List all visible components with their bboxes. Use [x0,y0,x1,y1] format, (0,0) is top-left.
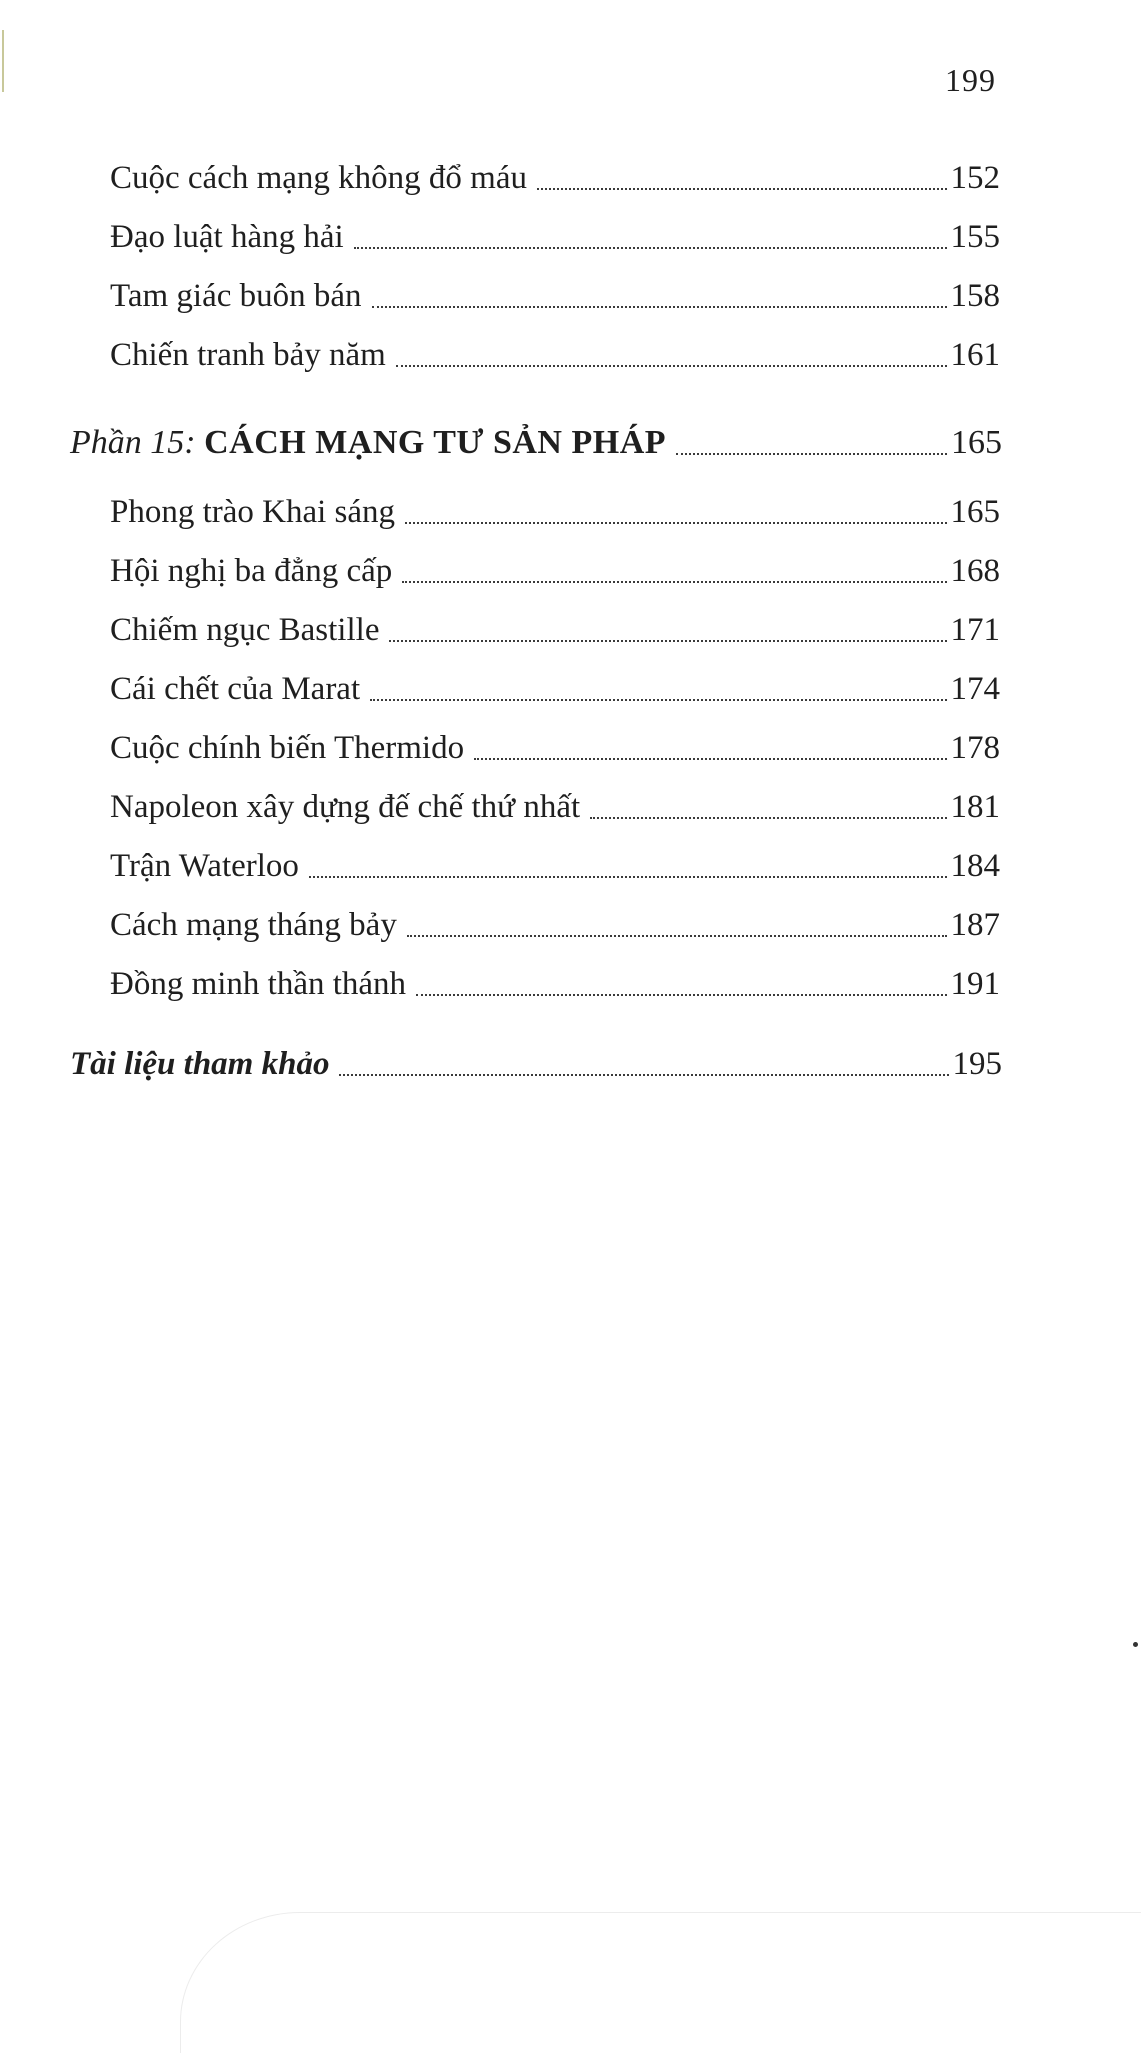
toc-entry-page: 152 [950,160,1000,196]
scan-speck [1133,1642,1138,1647]
toc-entry-title: Tam giác buôn bán [110,278,362,314]
toc-entry-title: Cuộc chính biến Thermido [110,730,465,766]
toc-entry-page: 181 [950,789,1000,825]
toc-entry-page: 168 [950,553,1000,589]
toc-part-name: CÁCH MẠNG TƯ SẢN PHÁP [204,424,667,461]
toc-entry-title: Cách mạng tháng bảy [110,907,397,943]
toc-part-title [70,424,672,462]
toc-entry-page: 187 [950,907,1000,943]
toc-references[interactable] [70,1046,1002,1083]
toc-entry[interactable] [110,907,1000,944]
toc-entry-title: Hội nghị ba đẳng cấp [110,553,393,589]
dot-leader [474,758,946,760]
toc-entry-page: 174 [950,671,1000,707]
toc-entry[interactable] [110,612,1000,649]
toc-entry[interactable] [110,337,1000,374]
dot-leader [590,817,946,819]
toc-entry[interactable] [110,160,1000,197]
toc-entry-title: Đạo luật hàng hải [110,219,344,255]
toc-entry-title: Phong trào Khai sáng [110,494,396,530]
toc-entry-page: 155 [950,219,1000,255]
dot-leader [537,188,947,190]
toc-entry-page: 161 [950,337,1000,373]
toc-entry-page: 191 [950,966,1000,1002]
toc-entry[interactable] [110,966,1000,1003]
dot-leader [389,640,946,642]
toc-entry-title: Chiến tranh bảy năm [110,337,386,373]
toc-part-page: 165 [951,424,1002,461]
toc-entry[interactable] [110,848,1000,885]
dot-leader [416,994,946,996]
dot-leader [676,453,947,455]
toc-entry[interactable] [110,789,1000,826]
toc-entry[interactable] [110,278,1000,315]
dot-leader [370,699,946,701]
dot-leader [396,365,947,367]
toc-entry[interactable] [110,553,1000,590]
toc-entry[interactable] [110,219,1000,256]
dot-leader [402,581,946,583]
toc-entry-page: 171 [950,612,1000,648]
toc-entry[interactable] [110,671,1000,708]
toc-part-heading[interactable] [70,424,1002,462]
toc-references-title: Tài liệu tham khảo [70,1046,330,1082]
dot-leader [372,306,947,308]
toc-entry-page: 184 [950,848,1000,884]
toc-references-page: 195 [952,1046,1002,1082]
toc-entry[interactable] [110,494,1000,531]
toc-entry-title: Đồng minh thần thánh [110,966,407,1002]
page-number: 199 [945,62,996,98]
dot-leader [407,935,947,937]
toc-entry-title: Napoleon xây dựng đế chế thứ nhất [110,789,581,825]
dot-leader [354,247,947,249]
toc-entry-title: Trận Waterloo [110,848,299,884]
toc-part-prefix: Phần 15: [70,424,196,461]
page-curl-shadow [180,1912,1141,2053]
toc-entry[interactable] [110,730,1000,767]
toc-entry-page: 165 [950,494,1000,530]
toc-entry-page: 158 [950,278,1000,314]
toc-entry-title: Chiếm ngục Bastille [110,612,380,648]
dot-leader [339,1074,948,1076]
toc-entry-title: Cuộc cách mạng không đổ máu [110,160,527,196]
dot-leader [309,876,947,878]
dot-leader [405,522,946,524]
toc-entry-page: 178 [950,730,1000,766]
toc-entry-title: Cái chết của Marat [110,671,361,707]
